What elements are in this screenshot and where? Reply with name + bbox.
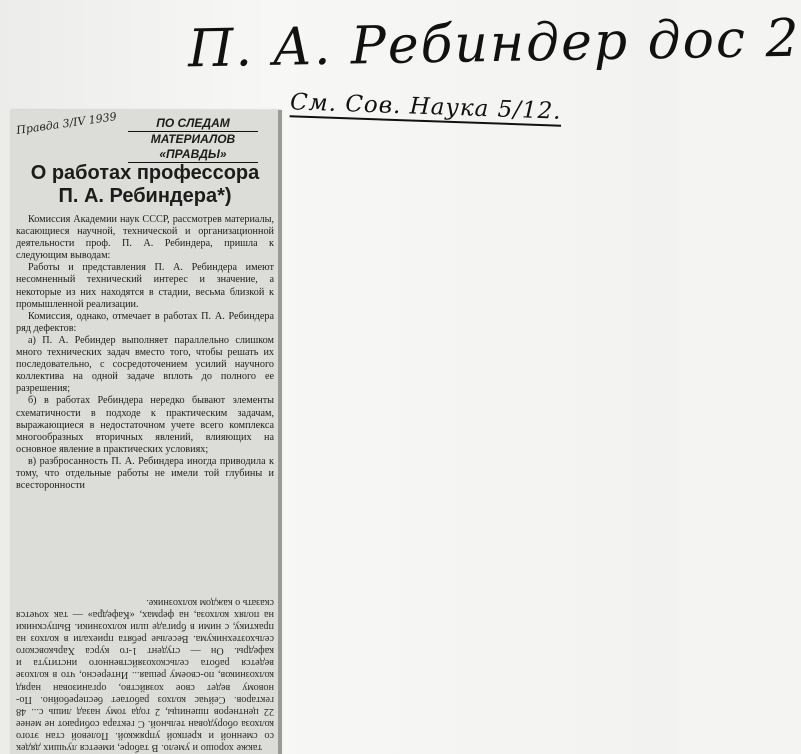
newspaper-clipping [10,110,280,754]
paragraph: а) П. А. Ребиндер выполняет параллельно слишком много технических задач вместо того, чтобы решать их последовательно, с сосредоточением усилий научного коллектива на одной задаче вплоть до полного ее разрешения; [16,334,274,395]
rubric-line-1: ПО СЛЕДАМ [128,116,258,132]
paragraph: Комиссия, однако, отмечает в работах П. А. Ребиндера ряд дефектов: [16,310,274,334]
paragraph: б) в работах Ребиндера нередко бывают элементы схематичности в подходе к практическим задачам, выражающиеся в недостаточном учете всего комплекса многообразных вторичных явлений, влияющих на основное явление в практических условиях; [16,395,274,455]
reverse-paragraph: также хорошо и умело. В таборе, имеется лучших дядек со сменной и крепкой упряжкой. Полевой стан этого колхоза оборудован тельной. С гектара собирают не менее 22 центнеров пшеницы, 2 года тому назад лишь с... 48 гектаров. Сейчас колхоз работает бесперебойно. По-новому ведет свое хозяйство, организован наряд колхозников, по-своему решая... Интересно, что в колхозе ведется работа сельскохозяйственного института и кафедры. Он — студент 1-го курса Харьковского сельхозтехникума. Веселые ребята приехали в колхоз на практику, с ними в бригаде шли колхозники. Выпускники на полях колхоза, на фермах, «Кафедра» — так хочется сказать о каждом колхознике. [16,596,274,753]
paragraph: в) разбросанность П. А. Ребиндера иногда приводила к тому, что отдельные работы не имели той глубины и всесторонности [16,455,274,492]
handwritten-title: П. А. Ребиндер дос 2 [187,8,801,80]
reverse-side-text [16,577,274,753]
margin-note: Правда 3/IV 1939 [15,110,118,137]
paragraph: Работы и представления П. А. Ребиндера имеют несомненный технический интерес и значение, а некоторые из них находятся в стадии, весьма близкой к промышленной реализации. [16,262,274,310]
headline [14,162,276,208]
rubric [128,116,258,163]
headline-line-2: П. А. Ребиндера*) [58,185,232,207]
headline-line-1: О работах профессора [30,162,260,184]
paragraph: Комиссия Академии наук СССР, рассмотрев материалы, касающиеся научной, технической и организационной деятельности проф. П. А. Ребиндера, пришла к следующим выводам: [16,214,274,262]
handwritten-source: См. Сов. Наука 5/12. [289,89,562,125]
clipping-edge [278,110,282,754]
rubric-line-2: МАТЕРИАЛОВ «ПРАВДЫ» [128,132,258,163]
article-body [16,214,274,492]
